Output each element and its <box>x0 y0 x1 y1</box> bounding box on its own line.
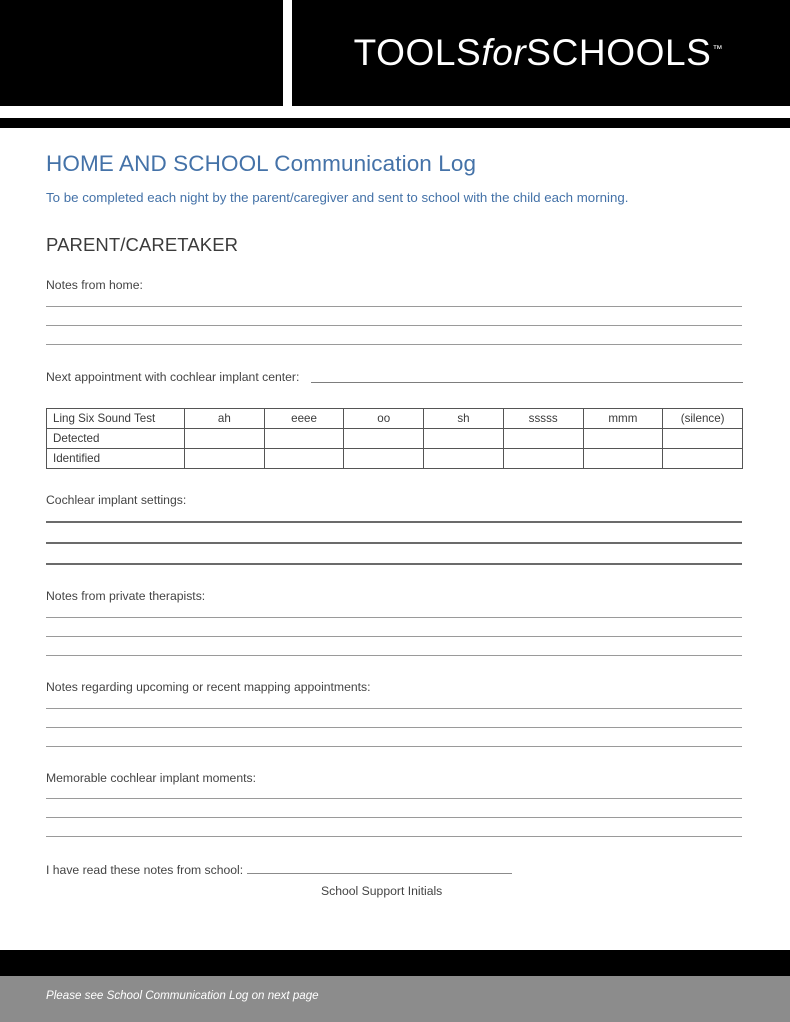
writing-line[interactable] <box>46 306 742 307</box>
input-school-support-initials[interactable] <box>247 873 512 874</box>
brand-logo <box>292 0 790 106</box>
table-cell-detected-sssss[interactable] <box>503 429 583 449</box>
input-next-appointment[interactable] <box>311 382 743 383</box>
page-title: HOME AND SCHOOL Communication Log <box>46 151 477 176</box>
writing-lines-private-therapists <box>46 617 743 656</box>
writing-lines-cochlear-implant-settings <box>46 521 743 565</box>
table-cell-detected-oo[interactable] <box>344 429 424 449</box>
table-cell-identified-eeee[interactable] <box>264 449 344 469</box>
table-cell-detected-silence[interactable] <box>663 429 743 449</box>
table-cell-identified-oo[interactable] <box>344 449 424 469</box>
writing-lines-memorable-moments <box>46 798 743 837</box>
writing-line[interactable] <box>46 746 742 747</box>
label-notes-private-therapists: Notes from private therapists: <box>46 588 206 603</box>
block-notes-private-therapists <box>46 589 743 656</box>
logo-word-tools: TOOLS <box>353 32 482 73</box>
page-subtitle: To be completed each night by the parent/caregiver and sent to school with the child each morning. <box>46 190 629 205</box>
logo-word-schools: SCHOOLS <box>526 32 712 73</box>
table-cell-identified-mmm[interactable] <box>583 449 663 469</box>
table-cell-identified-ah[interactable] <box>185 449 265 469</box>
table-header-cell-sssss: sssss <box>503 409 583 429</box>
table-header-cell-oo: oo <box>344 409 424 429</box>
label-notes-from-home: Notes from home: <box>46 278 143 293</box>
footer-black-bar <box>0 950 790 976</box>
label-read-notes-from-school: I have read these notes from school: <box>46 863 244 878</box>
writing-line[interactable] <box>46 655 742 656</box>
label-memorable-moments: Memorable cochlear implant moments: <box>46 770 256 785</box>
table-cell-detected-ah[interactable] <box>185 429 265 449</box>
ling-six-sound-test-table <box>46 408 743 469</box>
page-body <box>0 128 790 898</box>
label-mapping-appointments: Notes regarding upcoming or recent mapping appointments: <box>46 679 371 694</box>
block-signature <box>46 863 743 877</box>
label-cochlear-implant-settings: Cochlear implant settings: <box>46 493 187 507</box>
table-row-label-detected: Detected <box>47 429 185 449</box>
table-header-cell-ah: ah <box>185 409 265 429</box>
table-cell-detected-mmm[interactable] <box>583 429 663 449</box>
caption-school-support-initials: School Support Initials <box>321 884 443 899</box>
writing-line[interactable] <box>46 636 742 637</box>
writing-lines-notes-from-home <box>46 306 743 345</box>
writing-line[interactable] <box>46 817 742 818</box>
table-header-cell-sh: sh <box>424 409 504 429</box>
table-cell-detected-eeee[interactable] <box>264 429 344 449</box>
page-header <box>0 0 790 106</box>
writing-line[interactable] <box>46 563 742 565</box>
section-heading-parent-caretaker: PARENT/CARETAKER <box>46 234 239 256</box>
label-next-appointment: Next appointment with cochlear implant center: <box>46 370 300 385</box>
table-header-cell-title: Ling Six Sound Test <box>47 409 185 429</box>
table-header-cell-silence: (silence) <box>663 409 743 429</box>
block-memorable-moments <box>46 771 743 838</box>
table-row-label-identified: Identified <box>47 449 185 469</box>
table-cell-detected-sh[interactable] <box>424 429 504 449</box>
writing-line[interactable] <box>46 521 742 523</box>
table-header-cell-eeee: eeee <box>264 409 344 429</box>
block-notes-from-home <box>46 278 743 345</box>
table-row <box>47 429 743 449</box>
writing-lines-mapping-appointments <box>46 708 743 747</box>
trademark-icon: ™ <box>712 43 723 55</box>
table-header-cell-mmm: mmm <box>583 409 663 429</box>
block-mapping-appointments <box>46 680 743 747</box>
block-cochlear-implant-settings <box>46 493 743 565</box>
header-divider-bar <box>0 118 790 128</box>
logo-word-for: for <box>481 32 527 73</box>
writing-line[interactable] <box>46 325 742 326</box>
footer-note-text: Please see School Communication Log on next page <box>46 989 319 1002</box>
table-row <box>47 449 743 469</box>
writing-line[interactable] <box>46 542 742 544</box>
writing-line[interactable] <box>46 344 742 345</box>
writing-line[interactable] <box>46 708 742 709</box>
block-next-appointment <box>46 370 743 386</box>
table-cell-identified-silence[interactable] <box>663 449 743 469</box>
table-header-row <box>47 409 743 429</box>
content-area <box>0 150 790 898</box>
brand-logo-text <box>354 32 723 74</box>
table-cell-identified-sh[interactable] <box>424 449 504 469</box>
table-cell-identified-sssss[interactable] <box>503 449 583 469</box>
writing-line[interactable] <box>46 727 742 728</box>
writing-line[interactable] <box>46 798 742 799</box>
writing-line[interactable] <box>46 836 742 837</box>
writing-line[interactable] <box>46 617 742 618</box>
header-left-block <box>0 0 283 106</box>
